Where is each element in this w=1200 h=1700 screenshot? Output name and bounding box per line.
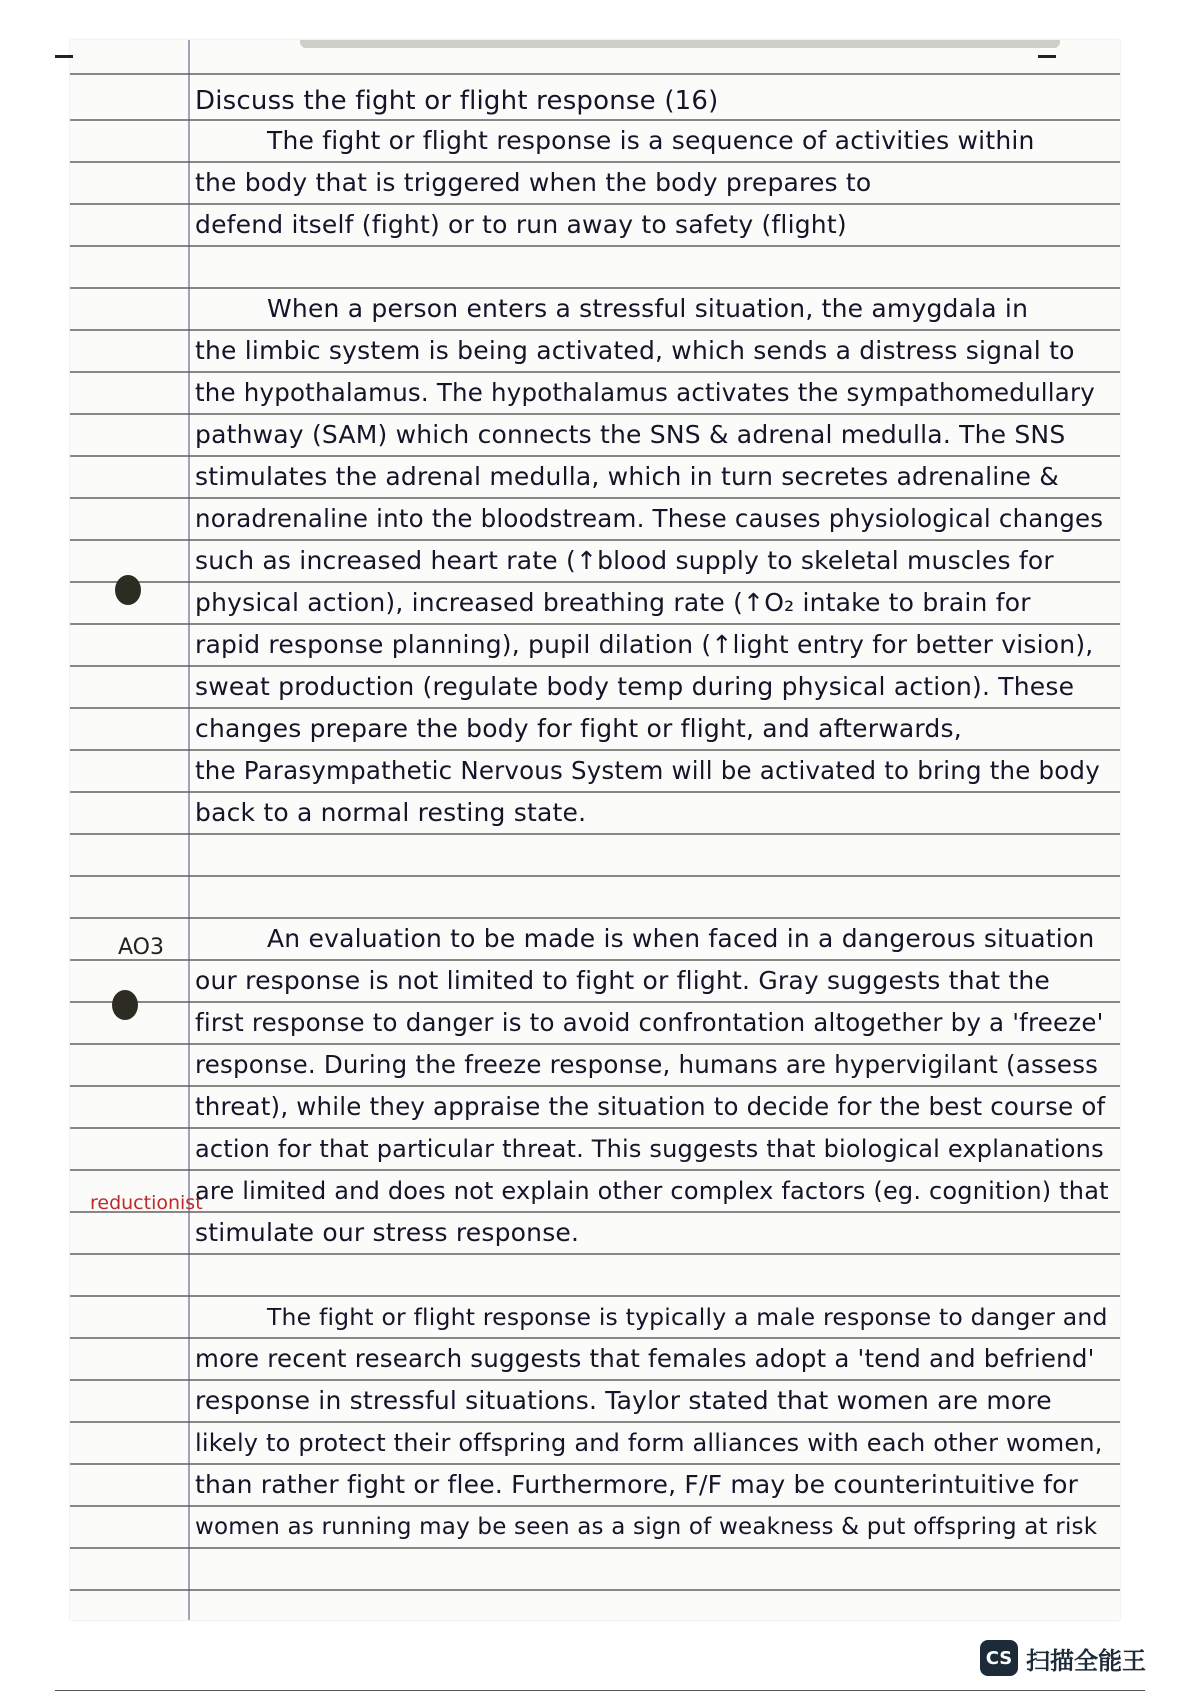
page-corner-mark	[55, 55, 73, 58]
text-line: response in stressful situations. Taylor stated that women are more	[195, 1386, 1052, 1415]
text-line: such as increased heart rate (↑blood supply to skeletal muscles for	[195, 546, 1054, 575]
text-line: action for that particular threat. This suggests that biological explanations	[195, 1135, 1104, 1163]
text-line: women as running may be seen as a sign of weakness & put offspring at risk	[195, 1514, 1098, 1540]
text-line: our response is not limited to fight or flight. Gray suggests that the	[195, 966, 1050, 995]
margin-note-ao3: AO3	[118, 935, 164, 960]
text-line: defend itself (fight) or to run away to safety (flight)	[195, 210, 847, 239]
text-line: the body that is triggered when the body prepares to	[195, 168, 872, 197]
margin-note-reductionist: reductionist	[90, 1192, 203, 1214]
text-line: the Parasympathetic Nervous System will be activated to bring the body	[195, 756, 1100, 785]
text-line: first response to danger is to avoid confrontation altogether by a 'freeze'	[195, 1008, 1104, 1037]
margin-line	[188, 40, 190, 1620]
text-line: rapid response planning), pupil dilation (↑light entry for better vision),	[195, 630, 1094, 659]
text-line: the hypothalamus. The hypothalamus activates the sympathomedullary	[195, 378, 1095, 407]
text-line: response. During the freeze response, humans are hypervigilant (assess	[195, 1050, 1099, 1079]
text-line: An evaluation to be made is when faced in a dangerous situation	[267, 924, 1095, 953]
text-line: stimulate our stress response.	[195, 1218, 580, 1247]
essay-title: Discuss the fight or flight response (16)	[195, 86, 719, 116]
text-line: threat), while they appraise the situation to decide for the best course of	[195, 1092, 1106, 1121]
page-bottom-line	[55, 1690, 1145, 1691]
scanner-watermark	[980, 1640, 1146, 1676]
text-line: pathway (SAM) which connects the SNS & adrenal medulla. The SNS	[195, 420, 1066, 449]
text-line: changes prepare the body for fight or flight, and afterwards,	[195, 714, 962, 743]
text-line: stimulates the adrenal medulla, which in turn secretes adrenaline &	[195, 462, 1059, 491]
text-line: noradrenaline into the bloodstream. These causes physiological changes	[195, 504, 1104, 533]
text-line: more recent research suggests that females adopt a 'tend and befriend'	[195, 1344, 1095, 1373]
text-line: back to a normal resting state.	[195, 798, 587, 827]
page-corner-mark	[1038, 55, 1056, 58]
text-line: than rather fight or flee. Furthermore, F/F may be counterintuitive for	[195, 1470, 1079, 1499]
text-line: The fight or flight response is a sequence of activities within	[267, 126, 1035, 155]
text-line: When a person enters a stressful situation, the amygdala in	[267, 294, 1029, 323]
watermark-text: 扫描全能王	[1026, 1646, 1146, 1675]
text-line: sweat production (regulate body temp during physical action). These	[195, 672, 1075, 701]
text-line: are limited and does not explain other complex factors (eg. cognition) that	[195, 1177, 1109, 1205]
notebook-page	[70, 40, 1120, 1620]
camscanner-logo-icon: CS	[980, 1640, 1018, 1676]
punch-hole	[112, 990, 138, 1020]
punch-hole	[115, 575, 141, 605]
text-line: the limbic system is being activated, which sends a distress signal to	[195, 336, 1075, 365]
text-line: likely to protect their offspring and form alliances with each other women,	[195, 1429, 1103, 1457]
text-line: The fight or flight response is typically a male response to danger and	[267, 1303, 1108, 1331]
text-line: physical action), increased breathing rate (↑O₂ intake to brain for	[195, 588, 1031, 617]
